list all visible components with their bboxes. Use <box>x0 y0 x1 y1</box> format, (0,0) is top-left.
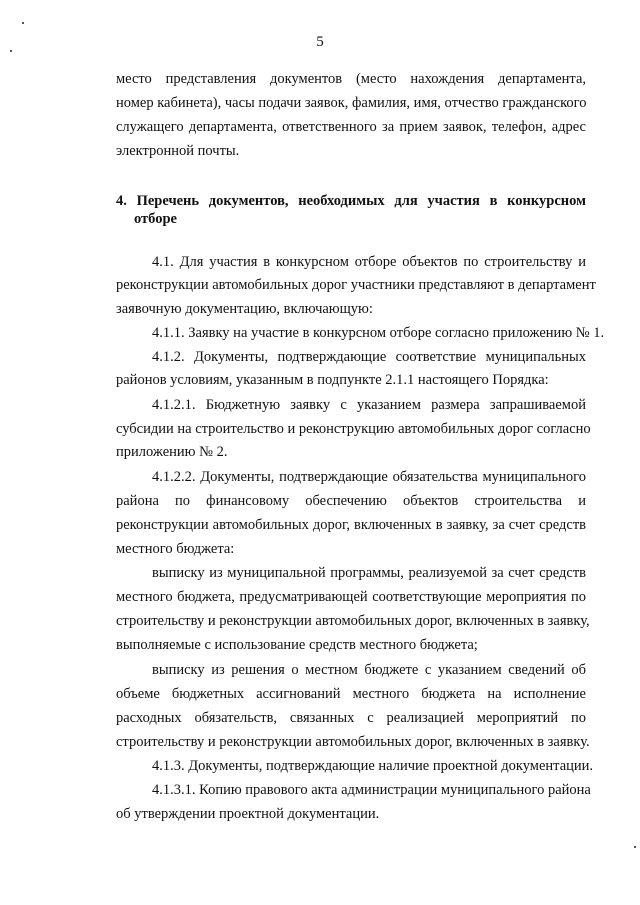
paragraph-4-1-1: 4.1.1. Заявку на участие в конкурсном отборе согласно приложению № 1. <box>152 325 605 341</box>
text-line: субсидии на строительство и реконструкцию автомобильных дорог согласно <box>116 421 591 437</box>
text-line: районов условиям, указанным в подпункте 2.1.1 настоящего Порядка: <box>116 372 549 388</box>
text-line: место представления документов (место нахождения департамента, <box>116 71 586 87</box>
list-item-budget-decision-extract: выписку из решения о местном бюджете с указанием сведений об <box>152 662 586 678</box>
text-line: строительству и реконструкции автомобильных дорог, включенных в заявку, <box>116 613 590 629</box>
text-line: реконструкции автомобильных дорог, включенных в заявку, за счет средств <box>116 517 586 533</box>
scan-mark <box>634 846 636 848</box>
section-heading: 4. Перечень документов, необходимых для участия в конкурсном <box>116 193 586 209</box>
text-line: местного бюджета: <box>116 541 235 557</box>
text-line: объеме бюджетных ассигнований местного бюджета на исполнение <box>116 686 586 702</box>
text-line: номер кабинета), часы подачи заявок, фамилия, имя, отчество гражданского <box>116 95 587 111</box>
text-line: заявочную документацию, включающую: <box>116 301 373 317</box>
paragraph-4-1-2-2: 4.1.2.2. Документы, подтверждающие обязательства муниципального <box>152 469 586 485</box>
scan-mark <box>22 22 24 24</box>
text-line: расходных обязательств, связанных с реализацией мероприятий по <box>116 710 586 726</box>
paragraph-4-1-3-1: 4.1.3.1. Копию правового акта администрации муниципального района <box>152 782 591 798</box>
page-number: 5 <box>316 34 324 50</box>
section-heading-continuation: отборе <box>134 211 177 227</box>
text-line: района по финансовому обеспечению объектов строительства и <box>116 493 586 509</box>
text-line: реконструкции автомобильных дорог участники представляют в департамент <box>116 277 596 293</box>
text-line: строительству и реконструкции автомобильных дорог, включенных в заявку. <box>116 734 590 750</box>
text-line: выполняемые с использование средств местного бюджета; <box>116 637 478 653</box>
paragraph-4-1-3: 4.1.3. Документы, подтверждающие наличие проектной документации. <box>152 758 594 774</box>
paragraph-4-1-2: 4.1.2. Документы, подтверждающие соответствие муниципальных <box>152 349 586 365</box>
text-line: приложению № 2. <box>116 444 228 460</box>
paragraph-4-1-2-1: 4.1.2.1. Бюджетную заявку с указанием размера запрашиваемой <box>152 397 586 413</box>
list-item-program-extract: выписку из муниципальной программы, реализуемой за счет средств <box>152 565 586 581</box>
text-line: электронной почты. <box>116 143 240 159</box>
paragraph-4-1: 4.1. Для участия в конкурсном отборе объектов по строительству и <box>152 254 586 270</box>
text-line: местного бюджета, предусматривающей соответствующие мероприятия по <box>116 589 586 605</box>
text-line: об утверждении проектной документации. <box>116 806 380 822</box>
text-line: служащего департамента, ответственного за прием заявок, телефон, адрес <box>116 119 586 135</box>
